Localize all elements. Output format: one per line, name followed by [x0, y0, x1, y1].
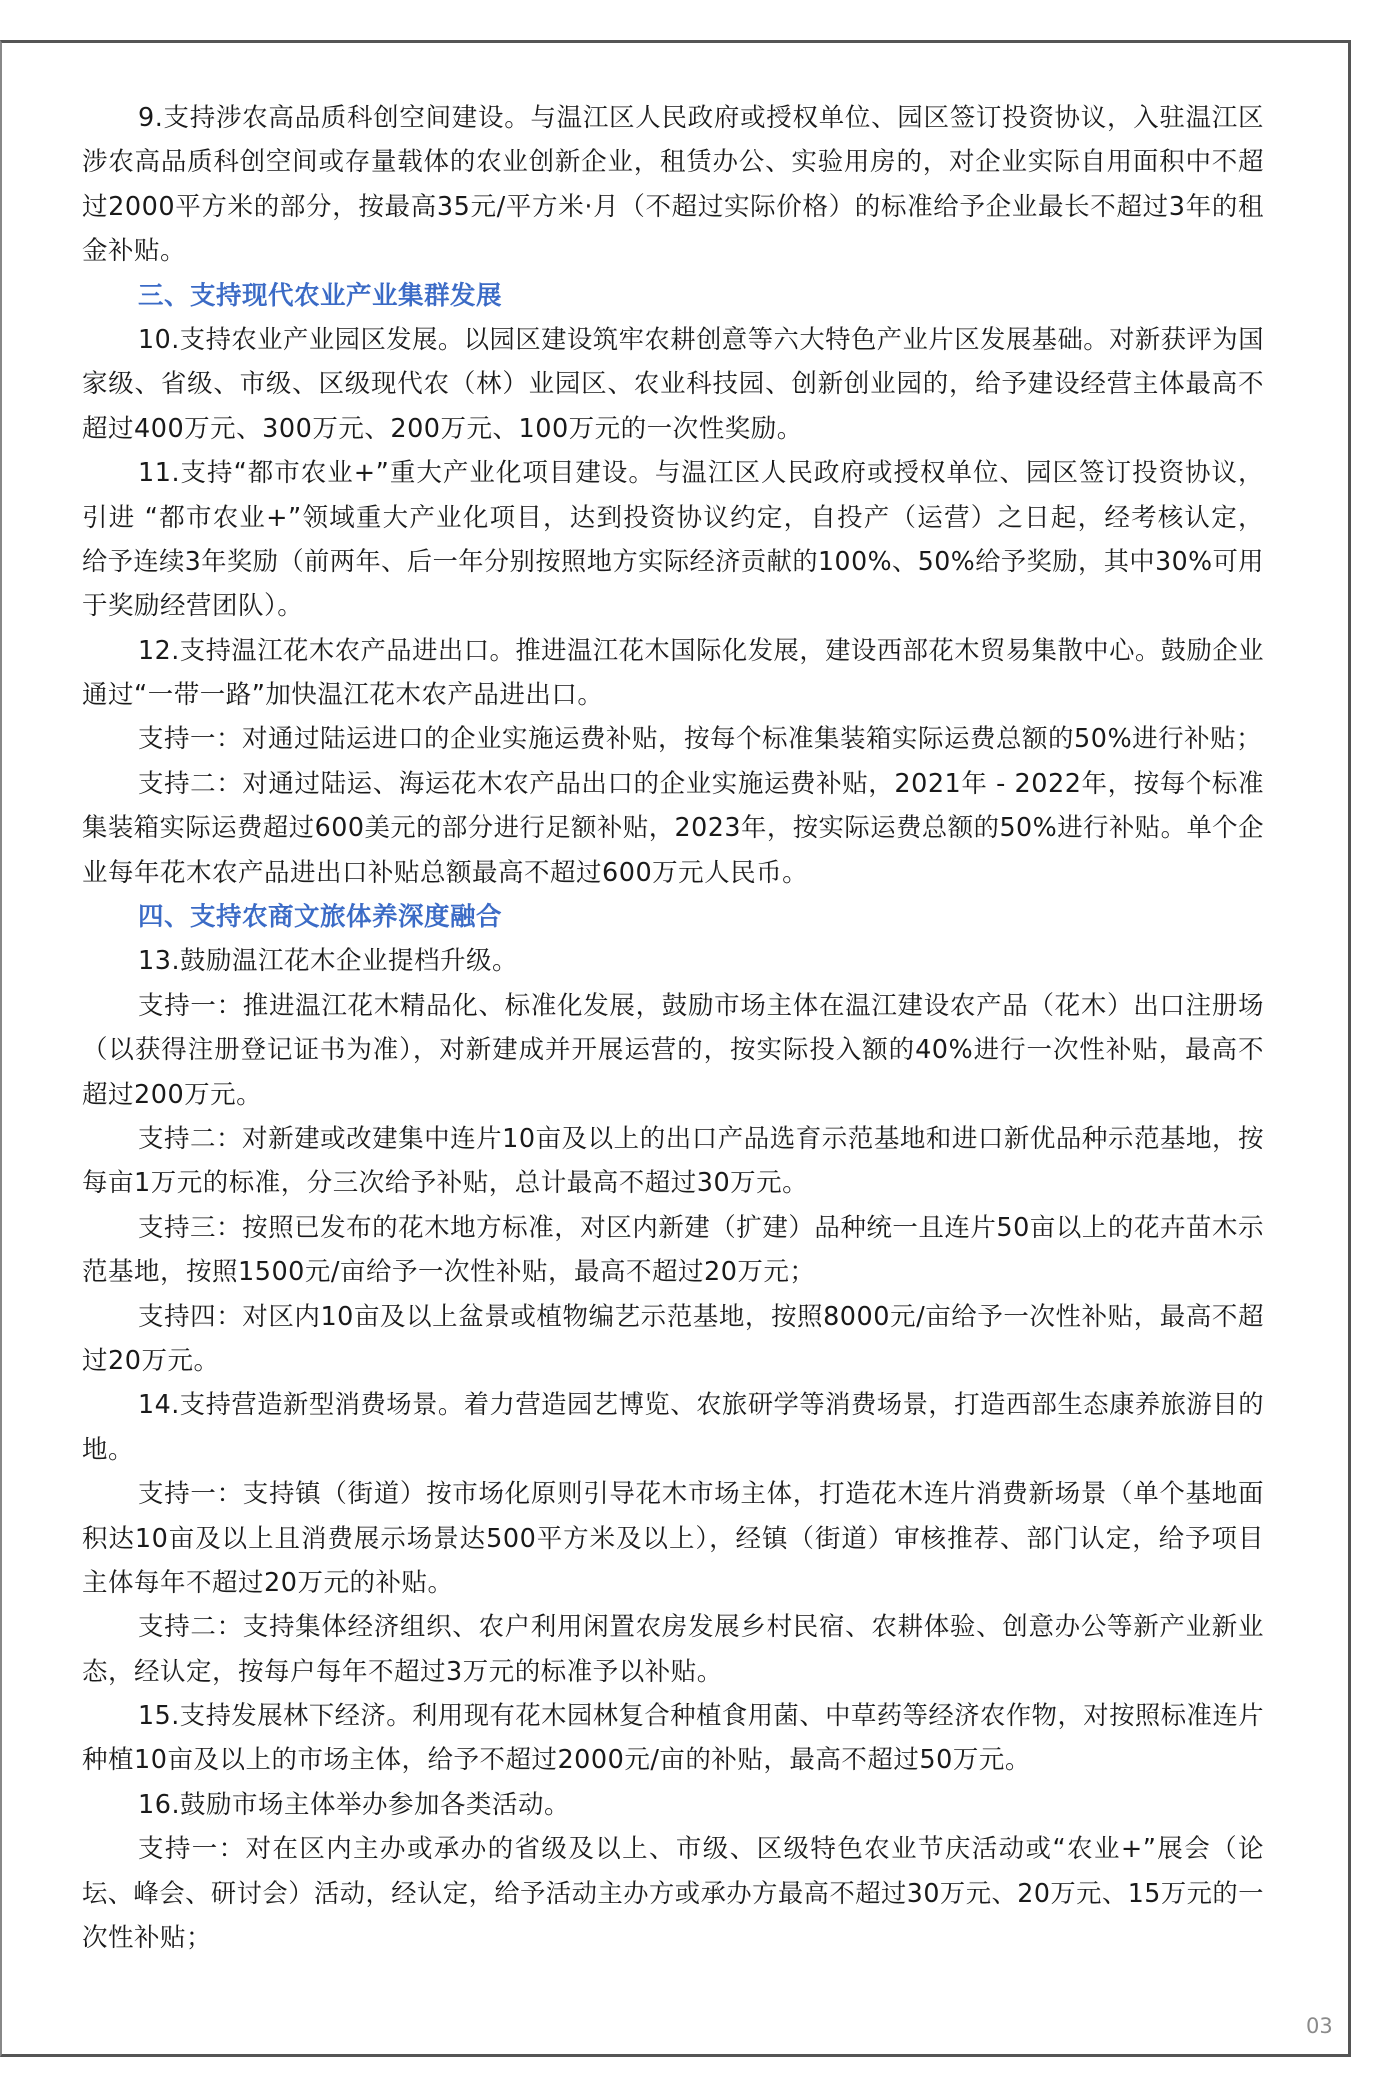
- paragraph: [82, 1783, 1264, 1827]
- text-line: 涉农高品质科创空间或存量载体的农业创新企业，租赁办公、实验用房的，对企业实际自用面积中不超: [82, 147, 1264, 178]
- text-line: 种植10亩及以上的市场主体，给予不超过2000元/亩的补贴，最高不超过50万元。: [82, 1745, 1031, 1776]
- text-line: 9.支持涉农高品质科创空间建设。与温江区人民政府或授权单位、园区签订投资协议，入驻温江区: [138, 103, 1264, 133]
- text-line: 积达10亩及以上且消费展示场景达500平方米及以上），经镇（街道）审核推荐、部门认定，给予项目: [82, 1523, 1264, 1554]
- text-line: 范基地，按照1500元/亩给予一次性补贴，最高不超过20万元；: [82, 1257, 816, 1288]
- text-line: 引进 “都市农业+”领域重大产业化项目，达到投资协议约定，自投产（运营）之日起，经考核认定，: [82, 502, 1264, 533]
- text-line: 超过200万元。: [82, 1079, 263, 1110]
- text-line: 于奖励经营团队）。: [82, 591, 304, 622]
- text-line: 家级、省级、市级、区级现代农（林）业园区、农业科技园、创新创业园的，给予建设经营主体最高不: [82, 369, 1264, 400]
- paragraph: [82, 762, 1264, 895]
- text-line: 10.支持农业产业园区发展。以园区建设筑牢农耕创意等六大特色产业片区发展基础。对新获评为国: [138, 324, 1265, 355]
- text-line: 超过400万元、300万元、200万元、100万元的一次性奖励。: [82, 413, 803, 444]
- paragraph: [82, 1694, 1264, 1783]
- section-heading: [82, 895, 1264, 939]
- text-line: 业每年花木农产品进出口补贴总额最高不超过600万元人民币。: [82, 857, 809, 888]
- text-line: 支持一：对通过陆运进口的企业实施运费补贴，按每个标准集装箱实际运费总额的50%进行补贴；: [138, 724, 1263, 755]
- paragraph: [82, 1117, 1264, 1206]
- text-line: 过2000平方米的部分，按最高35元/平方米·月（不超过实际价格）的标准给予企业最长不超过3年的租: [82, 191, 1264, 222]
- text-line: 13.鼓励温江花木企业提档升级。: [138, 946, 519, 977]
- text-line: 集装箱实际运费超过600美元的部分进行足额补贴，2023年，按实际运费总额的50%进行补贴。单个企: [82, 813, 1264, 844]
- paragraph: [82, 629, 1264, 718]
- page-number: 03: [1306, 2014, 1333, 2038]
- text-line: 支持四：对区内10亩及以上盆景或植物编艺示范基地，按照8000元/亩给予一次性补贴，最高不超: [138, 1301, 1264, 1332]
- text-line: 通过“一带一路”加快温江花木农产品进出口。: [82, 680, 604, 711]
- paragraph: [82, 939, 1264, 983]
- paragraph: [82, 318, 1264, 451]
- paragraph: [82, 984, 1264, 1117]
- paragraph: [82, 1827, 1264, 1960]
- paragraph: [82, 451, 1264, 629]
- paragraph: [82, 1605, 1264, 1694]
- text-line: 坛、峰会、研讨会）活动，经认定，给予活动主办方或承办方最高不超过30万元、20万元、15万元的一: [82, 1878, 1264, 1909]
- text-line: 主体每年不超过20万元的补贴。: [82, 1567, 454, 1598]
- text-line: 支持二：支持集体经济组织、农户利用闲置农房发展乡村民宿、农耕体验、创意办公等新产业新业: [138, 1612, 1264, 1643]
- text-line: 态，经认定，按每户每年不超过3万元的标准予以补贴。: [82, 1656, 723, 1687]
- text-line: 支持一：对在区内主办或承办的省级及以上、市级、区级特色农业节庆活动或“农业+”展会（论: [138, 1834, 1264, 1865]
- text-line: 14.支持营造新型消费场景。着力营造园艺博览、农旅研学等消费场景，打造西部生态康养旅游目的: [138, 1390, 1265, 1421]
- text-line: 过20万元。: [82, 1345, 220, 1376]
- text-line: 给予连续3年奖励（前两年、后一年分别按照地方实际经济贡献的100%、50%给予奖励，其中30%可用: [82, 546, 1264, 577]
- paragraph: [82, 1472, 1264, 1605]
- paragraph: [82, 1206, 1264, 1295]
- text-line: 16.鼓励市场主体举办参加各类活动。: [138, 1789, 571, 1820]
- text-line: 12.支持温江花木农产品进出口。推进温江花木国际化发展，建设西部花木贸易集散中心。鼓励企业: [138, 635, 1265, 666]
- text-line: 地。: [82, 1434, 135, 1465]
- text-line: 支持一：支持镇（街道）按市场化原则引导花木市场主体，打造花木连片消费新场景（单个基地面: [138, 1479, 1264, 1510]
- paragraph: [82, 717, 1264, 761]
- text-line: （以获得注册登记证书为准），对新建成并开展运营的，按实际投入额的40%进行一次性补贴，最高不: [82, 1035, 1264, 1066]
- text-line: 15.支持发展林下经济。利用现有花木园林复合种植食用菌、中草药等经济农作物，对按照标准连片: [138, 1701, 1265, 1732]
- paragraph: [82, 1383, 1264, 1472]
- text-line: 次性补贴；: [82, 1923, 213, 1954]
- text-line: 支持一：推进温江花木精品化、标准化发展，鼓励市场主体在温江建设农产品（花木）出口注册场: [138, 990, 1264, 1021]
- text-line: 11.支持“都市农业+”重大产业化项目建设。与温江区人民政府或授权单位、园区签订投资协议，: [138, 458, 1264, 489]
- text-line: 支持二：对新建或改建集中连片10亩及以上的出口产品选育示范基地和进口新优品种示范基地，按: [138, 1123, 1264, 1154]
- heading-text: 四、支持农商文旅体养深度融合: [138, 902, 503, 933]
- paragraph: [82, 1295, 1264, 1384]
- document-body: [82, 96, 1264, 1960]
- heading-text: 三、支持现代农业产业集群发展: [138, 280, 503, 311]
- paragraph: [82, 96, 1264, 274]
- text-line: 金补贴。: [82, 236, 187, 267]
- text-line: 支持二：对通过陆运、海运花木农产品出口的企业实施运费补贴，2021年 - 2022年，按每个标准: [138, 768, 1264, 799]
- text-line: 每亩1万元的标准，分三次给予补贴，总计最高不超过30万元。: [82, 1168, 809, 1199]
- section-heading: [82, 274, 1264, 318]
- text-line: 支持三：按照已发布的花木地方标准，对区内新建（扩建）品种统一且连片50亩以上的花卉苗木示: [138, 1212, 1264, 1243]
